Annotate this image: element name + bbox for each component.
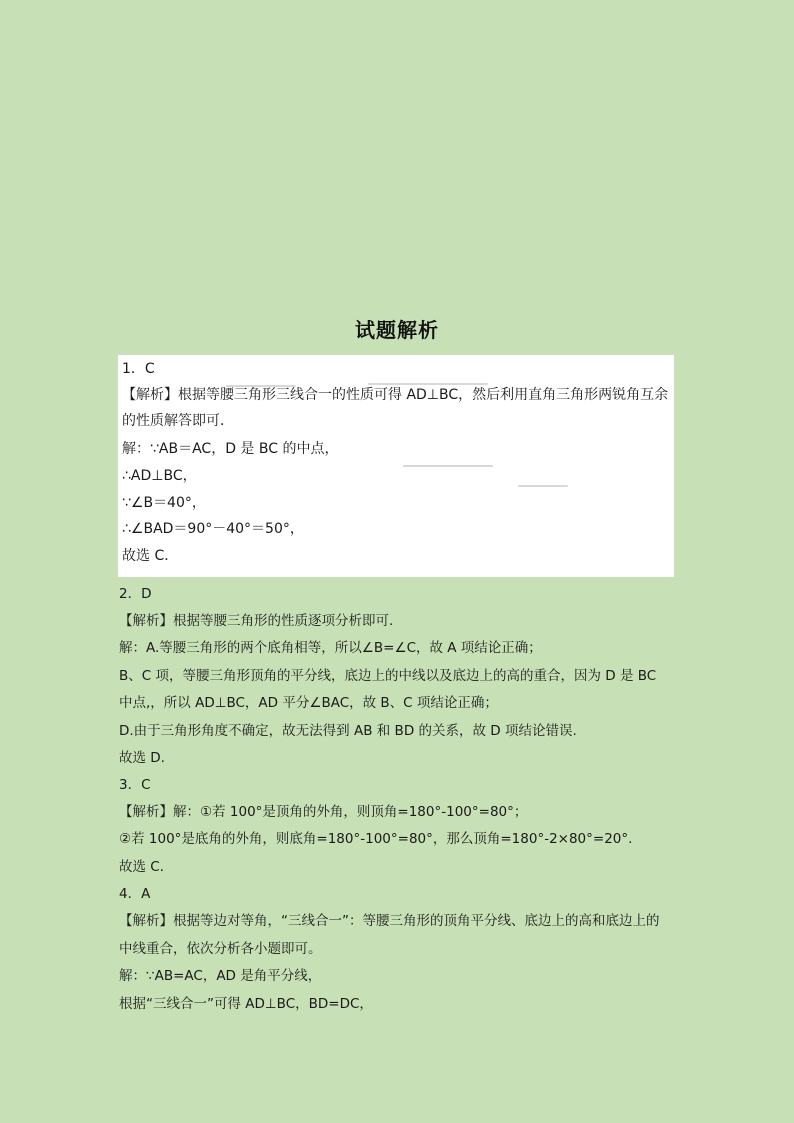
answer-1-solution-line: ∴AD⊥BC， <box>122 468 197 484</box>
scan-noise <box>518 485 568 487</box>
scan-noise <box>368 383 488 385</box>
answer-2-solution-line: 解：A.等腰三角形的两个底角相等，所以∠B=∠C，故 A 项结论正确； <box>119 640 542 656</box>
answer-1-box <box>118 355 674 577</box>
page-title: 试题解析 <box>355 318 439 342</box>
answer-4-solution-line: 解：∵AB=AC，AD 是角平分线， <box>119 968 322 984</box>
answer-1-solution-line: ∵∠B＝40°， <box>122 495 206 511</box>
answer-3-solution-line: ②若 100°是底角的外角，则底角=180°-100°=80°，那么顶角=180°-2×80°=20°. <box>119 831 633 847</box>
answer-2-solution-line: B、C 项，等腰三角形顶角的平分线，底边上的中线以及底边上的高的重合，因为 D 是 BC <box>119 668 657 684</box>
answer-1-solution-line: ∴∠BAD＝90°－40°＝50°， <box>122 521 304 537</box>
answer-4-analysis-cont: 中线重合，依次分析各小题即可。 <box>119 941 322 957</box>
answer-4-solution-line: 根据“三线合一”可得 AD⊥BC，BD=DC， <box>119 996 373 1012</box>
answer-1-analysis: 【解析】根据等腰三角形三线合一的性质可得 AD⊥BC，然后利用直角三角形两锐角互余 <box>122 387 669 403</box>
answer-2-solution-line: 中点,，所以 AD⊥BC，AD 平分∠BAC，故 B、C 项结论正确； <box>119 695 498 711</box>
answer-2-conclusion: 故选 D. <box>119 750 165 766</box>
answer-1-number: 1．C <box>122 361 155 377</box>
answer-3-number: 3．C <box>119 777 151 793</box>
scan-noise <box>403 465 493 467</box>
answer-4-analysis: 【解析】根据等边对等角，“三线合一”：等腰三角形的顶角平分线、底边上的高和底边上的 <box>119 913 660 929</box>
answer-4-number: 4．A <box>119 886 151 902</box>
answer-1-solution-line: 解：∵AB＝AC，D 是 BC 的中点， <box>122 441 339 457</box>
answer-1-conclusion: 故选 C． <box>122 548 179 564</box>
answer-2-number: 2．D <box>119 586 152 602</box>
answer-1-analysis-cont: 的性质解答即可． <box>122 413 234 429</box>
answer-2-analysis: 【解析】根据等腰三角形的性质逐项分析即可. <box>119 613 394 629</box>
answer-3-solution-line: 【解析】解：①若 100°是顶角的外角，则顶角=180°-100°=80°； <box>119 804 528 820</box>
answer-3-conclusion: 故选 C． <box>119 859 174 875</box>
answer-2-solution-line: D.由于三角形角度不确定，故无法得到 AB 和 BD 的关系，故 D 项结论错误. <box>119 723 577 739</box>
